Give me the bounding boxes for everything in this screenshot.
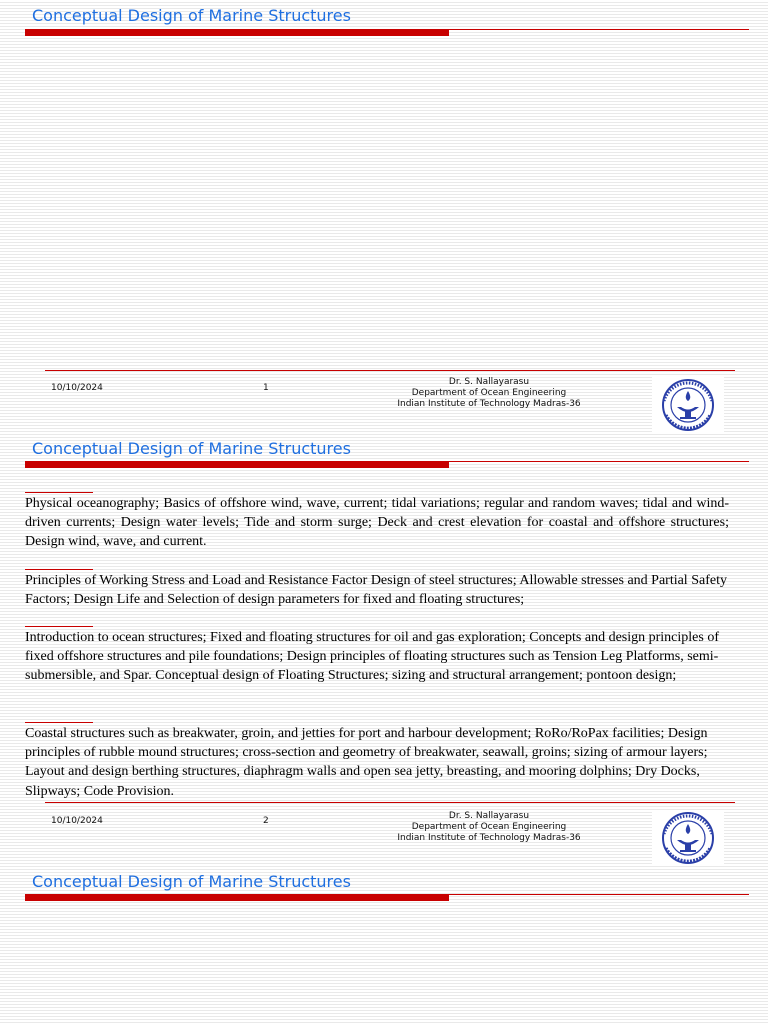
paragraph-marker [25,569,93,570]
syllabus-paragraph-2: Principles of Working Stress and Load and Resistance Factor Design of steel structures; Allowable stresses and Partial Safety Factors; Design Life and Selection of design parameters for fixed and floating structures; [25,573,727,608]
title-underline-thin [449,894,749,895]
slide-2 [0,432,768,864]
footer-date: 10/10/2024 [51,383,103,393]
iit-madras-seal-icon [652,377,724,433]
syllabus-paragraph-3: Introduction to ocean structures; Fixed and floating structures for oil and gas exploration; Concepts and design principles of fixed offshore structures and pile foundations; Design principles of floating structures such as Tension Leg Platforms, semi-submersible, and Spar. Conceptual design of Floating Structures; sizing and structural arrangement; pontoon design; [25,630,719,684]
title-underline-thick [25,29,449,36]
slide-title: Conceptual Design of Marine Structures [32,6,351,25]
title-underline-thin [449,29,749,30]
footer-institute: Indian Institute of Technology Madras-36 [397,833,581,843]
page-number: 2 [263,816,269,826]
title-underline-thin [449,461,749,462]
slide-3 [0,864,768,1024]
slide-title: Conceptual Design of Marine Structures [32,872,351,891]
footer-author: Dr. S. Nallayarasu [448,377,530,387]
footer-institute: Indian Institute of Technology Madras-36 [397,399,581,409]
footer-rule [45,370,735,371]
footer-author: Dr. S. Nallayarasu [448,811,530,821]
syllabus-paragraph-4: Coastal structures such as breakwater, groin, and jetties for port and harbour development; RoRo/RoPax facilities; Design principles of rubble mound structures; cross-section and geometry of breakwater, seawall, groins; sizing of armour layers; Layout and design berthing structures, diaphragm walls and open sea jetty, breasting, and mooring dolphins; Dry Docks, Slipways; Code Provision. [25,726,708,799]
title-underline-thick [25,461,449,468]
footer-rule [45,802,735,803]
footer-author-block [380,811,598,844]
page-number: 1 [263,383,269,393]
paragraph-marker [25,722,93,723]
slide-title: Conceptual Design of Marine Structures [32,439,351,458]
paragraph-marker [25,492,93,493]
paragraph-marker [25,626,93,627]
slide-1 [0,0,768,432]
footer-author-block [380,377,598,410]
title-underline-thick [25,894,449,901]
iit-madras-seal-icon [652,810,724,866]
footer-date: 10/10/2024 [51,816,103,826]
syllabus-paragraph-1: Physical oceanography; Basics of offshore wind, wave, current; tidal variations; regular and random waves; tidal and wind-driven currents; Design water levels; Tide and storm surge; Deck and crest elevation for coastal and offshore structures; Design wind, wave, and current. [25,496,729,550]
footer-department: Department of Ocean Engineering [411,822,567,832]
footer-department: Department of Ocean Engineering [411,388,567,398]
